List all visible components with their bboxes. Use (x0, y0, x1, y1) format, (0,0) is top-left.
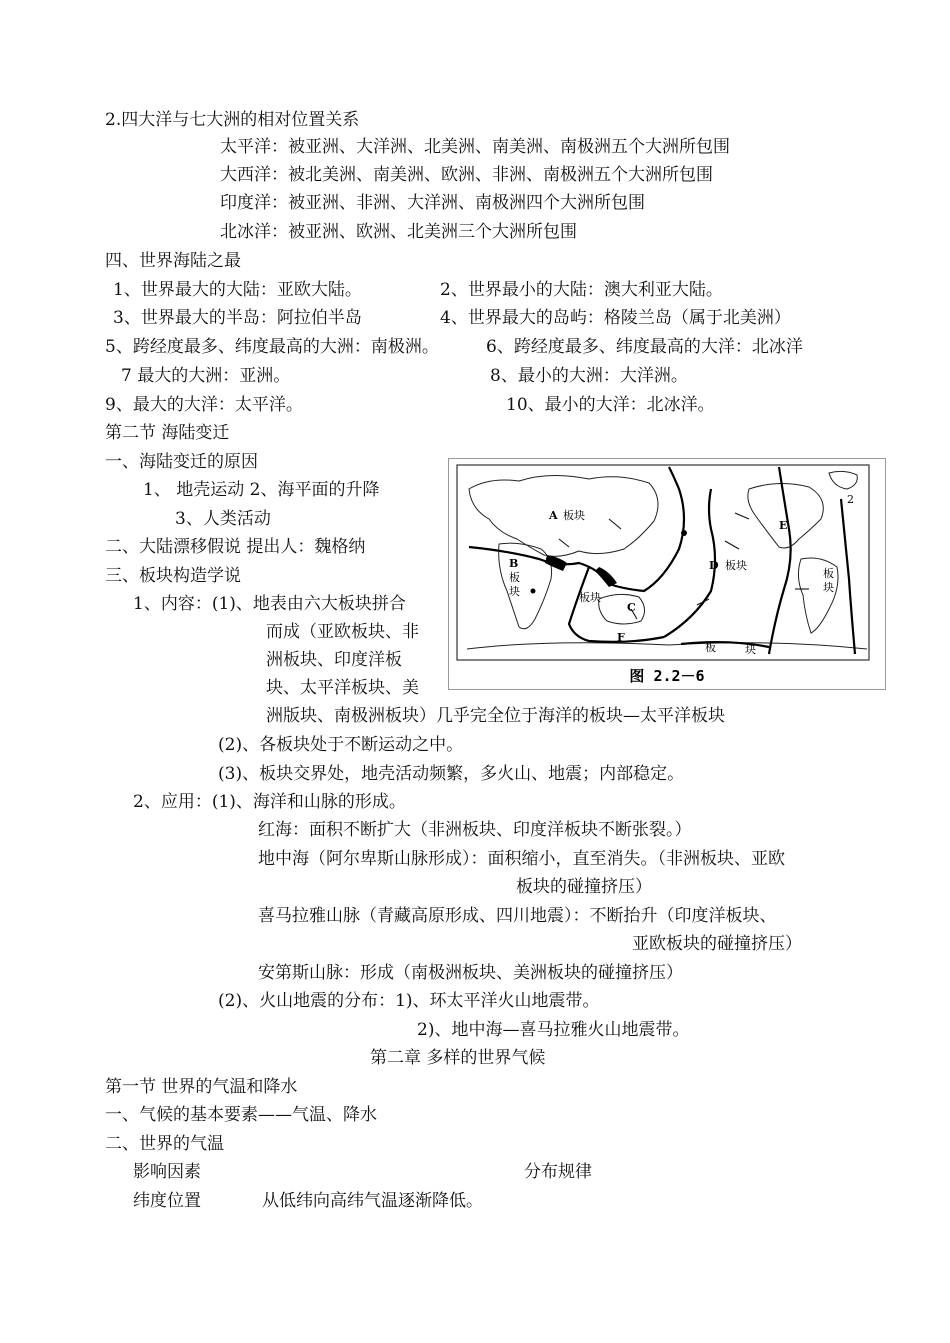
content-line-7: (3)、板块交界处，地壳活动频繁，多火山、地震；内部稳定。 (218, 764, 685, 784)
causes-line-2: 3、人类活动 (175, 509, 271, 529)
label-C: C (627, 601, 636, 614)
plate-map-figure (448, 458, 886, 690)
content-line-4: 块、太平洋板块、美 (266, 678, 419, 698)
red-sea-line: 红海：面积不断扩大（非洲板块、印度洋板块不断张裂。） (258, 820, 692, 840)
superlative-4: 4、世界最大的岛屿：格陵兰岛（属于北美洲） (440, 308, 791, 328)
label-E: E (779, 519, 788, 532)
causes-heading: 一、海陆变迁的原因 (105, 452, 258, 472)
content-line-2: 而成（亚欧板块、非 (266, 622, 419, 642)
content-line-3: 洲板块、印度洋板 (266, 650, 402, 670)
section-heading-ocean-continent: 2.四大洋与七大洲的相对位置关系 (105, 110, 360, 130)
superlative-6: 6、跨经度最多、纬度最高的大洋：北冰洋 (486, 337, 803, 357)
table-cell-latitude-pattern: 从低纬向高纬气温逐渐降低。 (262, 1191, 483, 1211)
causes-line-1: 1、 地壳运动 2、海平面的升降 (143, 480, 380, 500)
superlative-5: 5、跨经度最多、纬度最高的大洲：南极洲。 (105, 337, 439, 357)
pacific-line: 太平洋：被亚洲、大洋洲、北美洲、南美洲、南极洲五个大洲所包围 (220, 137, 730, 157)
label-B-text2: 块 (509, 585, 520, 598)
volcano-line-1: (2)、火山地震的分布：1)、环太平洋火山地震带。 (218, 991, 600, 1011)
world-temperature-heading: 二、世界的气温 (105, 1134, 224, 1154)
label-F-text2: 块 (745, 643, 756, 656)
label-D: D (709, 559, 719, 572)
atlantic-line: 大西洋：被北美洲、南美洲、欧洲、非洲、南极洲五个大洲所包围 (220, 165, 713, 185)
table-cell-latitude: 纬度位置 (133, 1191, 201, 1211)
volcano-line-2: 2)、地中海—喜马拉雅火山地震带。 (417, 1020, 690, 1040)
label-F-text: 板 (705, 641, 716, 654)
superlative-1: 1、世界最大的大陆：亚欧大陆。 (113, 280, 362, 300)
indian-line: 印度洋：被亚洲、非洲、大洋洲、南极洲四个大洲所包围 (220, 193, 645, 213)
application-heading: 2、应用：(1)、海洋和山脉的形成。 (133, 792, 406, 812)
himalaya-line: 喜马拉雅山脉（青藏高原形成、四川地震）：不断抬升（印度洋板块、 (258, 906, 777, 926)
label-E-text2: 块 (823, 581, 834, 594)
figure-caption: 图 2.2－6 (629, 667, 705, 685)
plate-tectonics-heading: 三、板块构造学说 (105, 566, 241, 586)
shade-madagascar (531, 589, 536, 594)
label-A: A (549, 509, 558, 522)
andes-line: 安第斯山脉：形成（南极洲板块、美洲板块的碰撞挤压） (258, 963, 683, 983)
label-C-left: 板块 (579, 591, 601, 604)
shade-japan (681, 530, 687, 536)
label-B-text1: 板 (509, 571, 520, 584)
section-heading-temp-rain: 第一节 世界的气温和降水 (105, 1077, 298, 1097)
content-line-1: 1、内容：(1)、地表由六大板块拼合 (133, 594, 406, 614)
superlative-9: 9、最大的大洋：太平洋。 (105, 395, 303, 415)
superlative-7: 7 最大的大洲：亚洲。 (121, 366, 291, 386)
mediterranean-line: 地中海（阿尔卑斯山脉形成）：面积缩小，直至消失。（非洲板块、亚欧 (258, 849, 785, 869)
content-line-5: 洲版块、南极洲板块）几乎完全位于海洋的板块—太平洋板块 (266, 706, 725, 726)
table-header-pattern: 分布规律 (524, 1162, 592, 1182)
label-A-text: 板块 (563, 509, 585, 522)
mediterranean-line-cont: 板块的碰撞挤压） (516, 877, 652, 897)
superlative-8: 8、最小的大洲：大洋洲。 (490, 366, 688, 386)
label-num: 2 (847, 493, 854, 506)
superlative-2: 2、世界最小的大陆：澳大利亚大陆。 (440, 280, 723, 300)
content-line-6: (2)、各板块处于不断运动之中。 (218, 735, 464, 755)
label-E-text1: 板 (823, 567, 834, 580)
chapter-title: 第二章 多样的世界气候 (370, 1048, 546, 1068)
section-heading-sea-land-change: 第二节 海陆变迁 (105, 423, 230, 443)
himalaya-line-cont: 亚欧板块的碰撞挤压） (632, 934, 802, 954)
plate-map (449, 459, 885, 689)
map-frame (457, 465, 869, 660)
superlative-3: 3、世界最大的半岛：阿拉伯半岛 (113, 308, 362, 328)
section-heading-superlatives: 四、世界海陆之最 (105, 251, 241, 271)
label-D-text: 板块 (725, 559, 747, 572)
climate-elements-line: 一、气候的基本要素——气温、降水 (105, 1105, 377, 1125)
label-F: F (617, 631, 625, 644)
superlative-10: 10、最小的大洋：北冰洋。 (506, 395, 715, 415)
label-B: B (509, 557, 519, 570)
table-header-factor: 影响因素 (133, 1162, 201, 1182)
continental-drift-line: 二、大陆漂移假说 提出人：魏格纳 (105, 537, 366, 557)
arctic-line: 北冰洋：被亚洲、欧洲、北美洲三个大洲所包围 (220, 222, 577, 242)
